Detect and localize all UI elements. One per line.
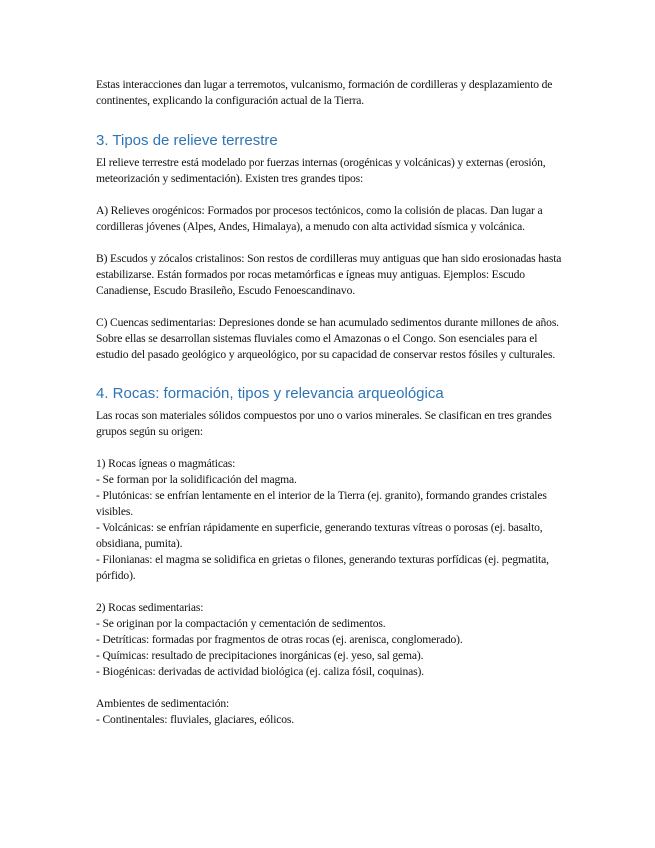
relief-type-b: B) Escudos y zócalos cristalinos: Son restos de cordilleras muy antiguas que han sido erosionadas hasta estabilizarse. Están formados por rocas metamórficas e ígneas muy antiguas. Ejemplos: Escudo Canadiense, Escudo Brasileño, Escudo Fenoescandinavo. [96, 252, 562, 297]
relief-type-a: A) Relieves orogénicos: Formados por procesos tectónicos, como la colisión de placas. Dan lugar a cordilleras jóvenes (Alpes, Andes, Himalaya), a menudo con alta actividad sísmica y volcánica. [96, 204, 543, 233]
list-item: - Se originan por la compactación y cementación de sedimentos. [96, 617, 386, 630]
relief-type-c: C) Cuencas sedimentarias: Depresiones donde se han acumulado sedimentos durante millones de años. Sobre ellas se desarrollan sistemas fluviales como el Amazonas o el Congo. Son esenciales para el estudio del pasado geológico y arqueológico, por su capacidad de conservar restos fósiles y culturales. [96, 316, 559, 361]
list-item: - Biogénicas: derivadas de actividad biológica (ej. caliza fósil, coquinas). [96, 665, 424, 678]
list-item: - Se forman por la solidificación del magma. [96, 473, 297, 486]
list-item: - Plutónicas: se enfrían lentamente en el interior de la Tierra (ej. granito), formando grandes cristales visibles. [96, 489, 547, 518]
list-item: - Detríticas: formadas por fragmentos de otras rocas (ej. arenisca, conglomerado). [96, 633, 463, 646]
list-item: - Filonianas: el magma se solidifica en grietas o filones, generando texturas porfídicas (ej. pegmatita, pórfido). [96, 553, 549, 582]
section-3-intro: El relieve terrestre está modelado por fuerzas internas (orogénicas y volcánicas) y externas (erosión, meteorización y sedimentación). Existen tres grandes tipos: [96, 156, 546, 185]
list-item: - Volcánicas: se enfrían rápidamente en superficie, generando texturas vítreas o porosas (ej. basalto, obsidiana, pumita). [96, 521, 543, 550]
sedimentation-environments-heading: Ambientes de sedimentación: [96, 697, 230, 710]
section-3-heading: 3. Tipos de relieve terrestre [96, 132, 278, 149]
section-4-intro: Las rocas son materiales sólidos compuestos por uno o varios minerales. Se clasifican en tres grandes grupos según su origen: [96, 409, 552, 438]
list-item: - Continentales: fluviales, glaciares, eólicos. [96, 713, 295, 726]
intro-paragraph: Estas interacciones dan lugar a terremotos, vulcanismo, formación de cordilleras y desplazamiento de continentes, explicando la configuración actual de la Tierra. [96, 78, 553, 107]
igneous-rocks-heading: 1) Rocas ígneas o magmáticas: [96, 457, 236, 470]
list-item: - Químicas: resultado de precipitaciones inorgánicas (ej. yeso, sal gema). [96, 649, 424, 662]
sedimentary-rocks-heading: 2) Rocas sedimentarias: [96, 601, 204, 614]
section-4-heading: 4. Rocas: formación, tipos y relevancia arqueológica [96, 385, 444, 402]
